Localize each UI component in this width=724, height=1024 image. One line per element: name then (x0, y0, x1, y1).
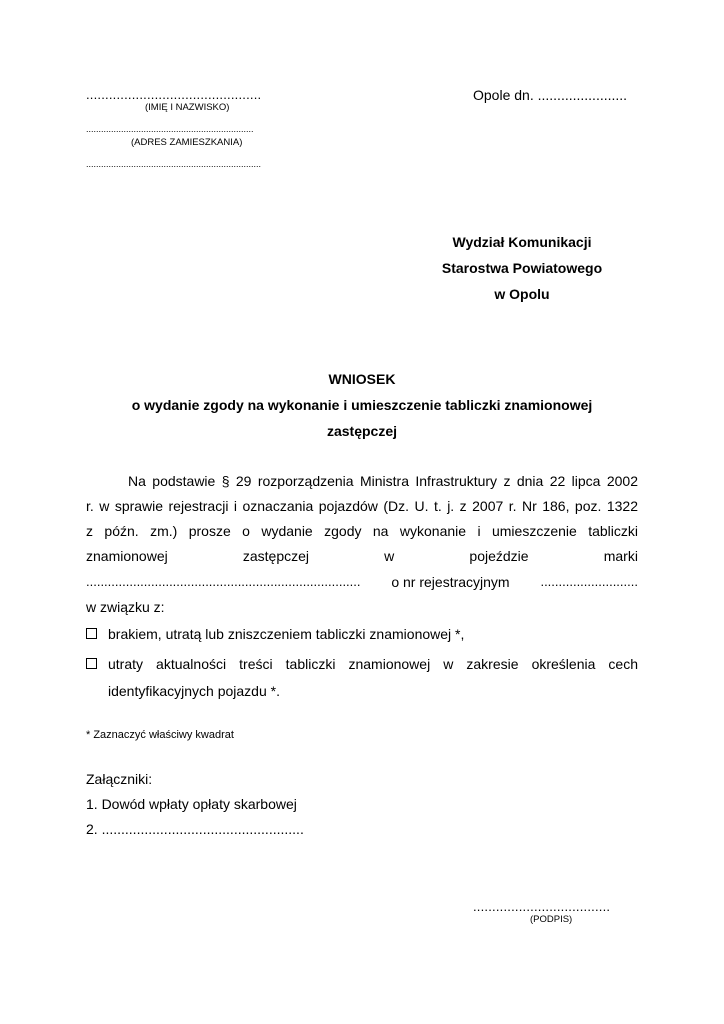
body-line-4 (86, 548, 638, 564)
body-line-3: z późn. zm.) prosze o wydanie zgody na wykonanie i umieszczenie tabliczki (86, 523, 638, 539)
body-line-4-word: w (384, 548, 395, 564)
name-caption: (IMIĘ I NAZWISKO) (145, 102, 230, 113)
signature-dots: .................................... (473, 899, 611, 914)
body-line-5 (86, 574, 638, 590)
body-line-2: r. w sprawie rejestracji i oznaczania pojazdów (Dz. U. t. j. z 2007 r. Nr 186, poz. 1322 (86, 498, 638, 514)
registration-dots: ........................... (540, 574, 638, 589)
document-subtitle-line-1: o wydanie zgody na wykonanie i umieszczenie tabliczki znamionowej (131, 397, 593, 413)
body-line-6: w związku z: (86, 599, 165, 615)
vehicle-make-dots: ............................................................................ (86, 574, 361, 589)
recipient-line-2: Starostwa Powiatowego (441, 260, 603, 276)
recipient-line-1: Wydział Komunikacji (452, 234, 592, 250)
option-2-label-line-2: identyfikacyjnych pojazdu *. (108, 683, 280, 699)
footnote: * Zaznaczyć właściwy kwadrat (86, 729, 234, 741)
signature-caption: (PODPIS) (530, 914, 573, 925)
attachment-item-1: 1. Dowód wpłaty opłaty skarbowej (86, 796, 297, 812)
document-title: WNIOSEK (328, 371, 396, 387)
address-field-dots: ................................................................... (86, 124, 254, 134)
body-line-4-word: znamionowej (86, 548, 168, 564)
registration-label: o nr rejestracyjnym (391, 574, 510, 590)
option-2-label-line-1: utraty aktualności treści tabliczki znamionowej w zakresie określenia cech (108, 656, 638, 672)
recipient-line-3: w Opolu (494, 286, 550, 302)
body-line-4-word: pojeździe (469, 548, 529, 564)
document-subtitle-line-2: zastępczej (326, 423, 398, 439)
attachments-title: Załączniki: (86, 771, 153, 787)
body-line-1: Na podstawie § 29 rozporządzenia Ministra Infrastruktury z dnia 22 lipca 2002 (128, 473, 638, 489)
body-line-4-word: zastępczej (242, 548, 310, 564)
address-caption: (ADRES ZAMIESZKANIA) (131, 137, 243, 148)
place-date: Opole dn. ....................... (473, 87, 628, 103)
name-field-dots: .............................................. (86, 87, 262, 102)
body-line-4-word: marki (603, 548, 638, 564)
option-2-checkbox[interactable] (86, 658, 97, 669)
option-1-label: brakiem, utratą lub zniszczeniem tabliczki znamionowej *, (108, 626, 465, 642)
option-1-checkbox[interactable] (86, 628, 97, 639)
attachment-item-2: 2. .................................................... (86, 821, 304, 837)
address-field-dots-2: ...................................................................... (86, 159, 262, 169)
